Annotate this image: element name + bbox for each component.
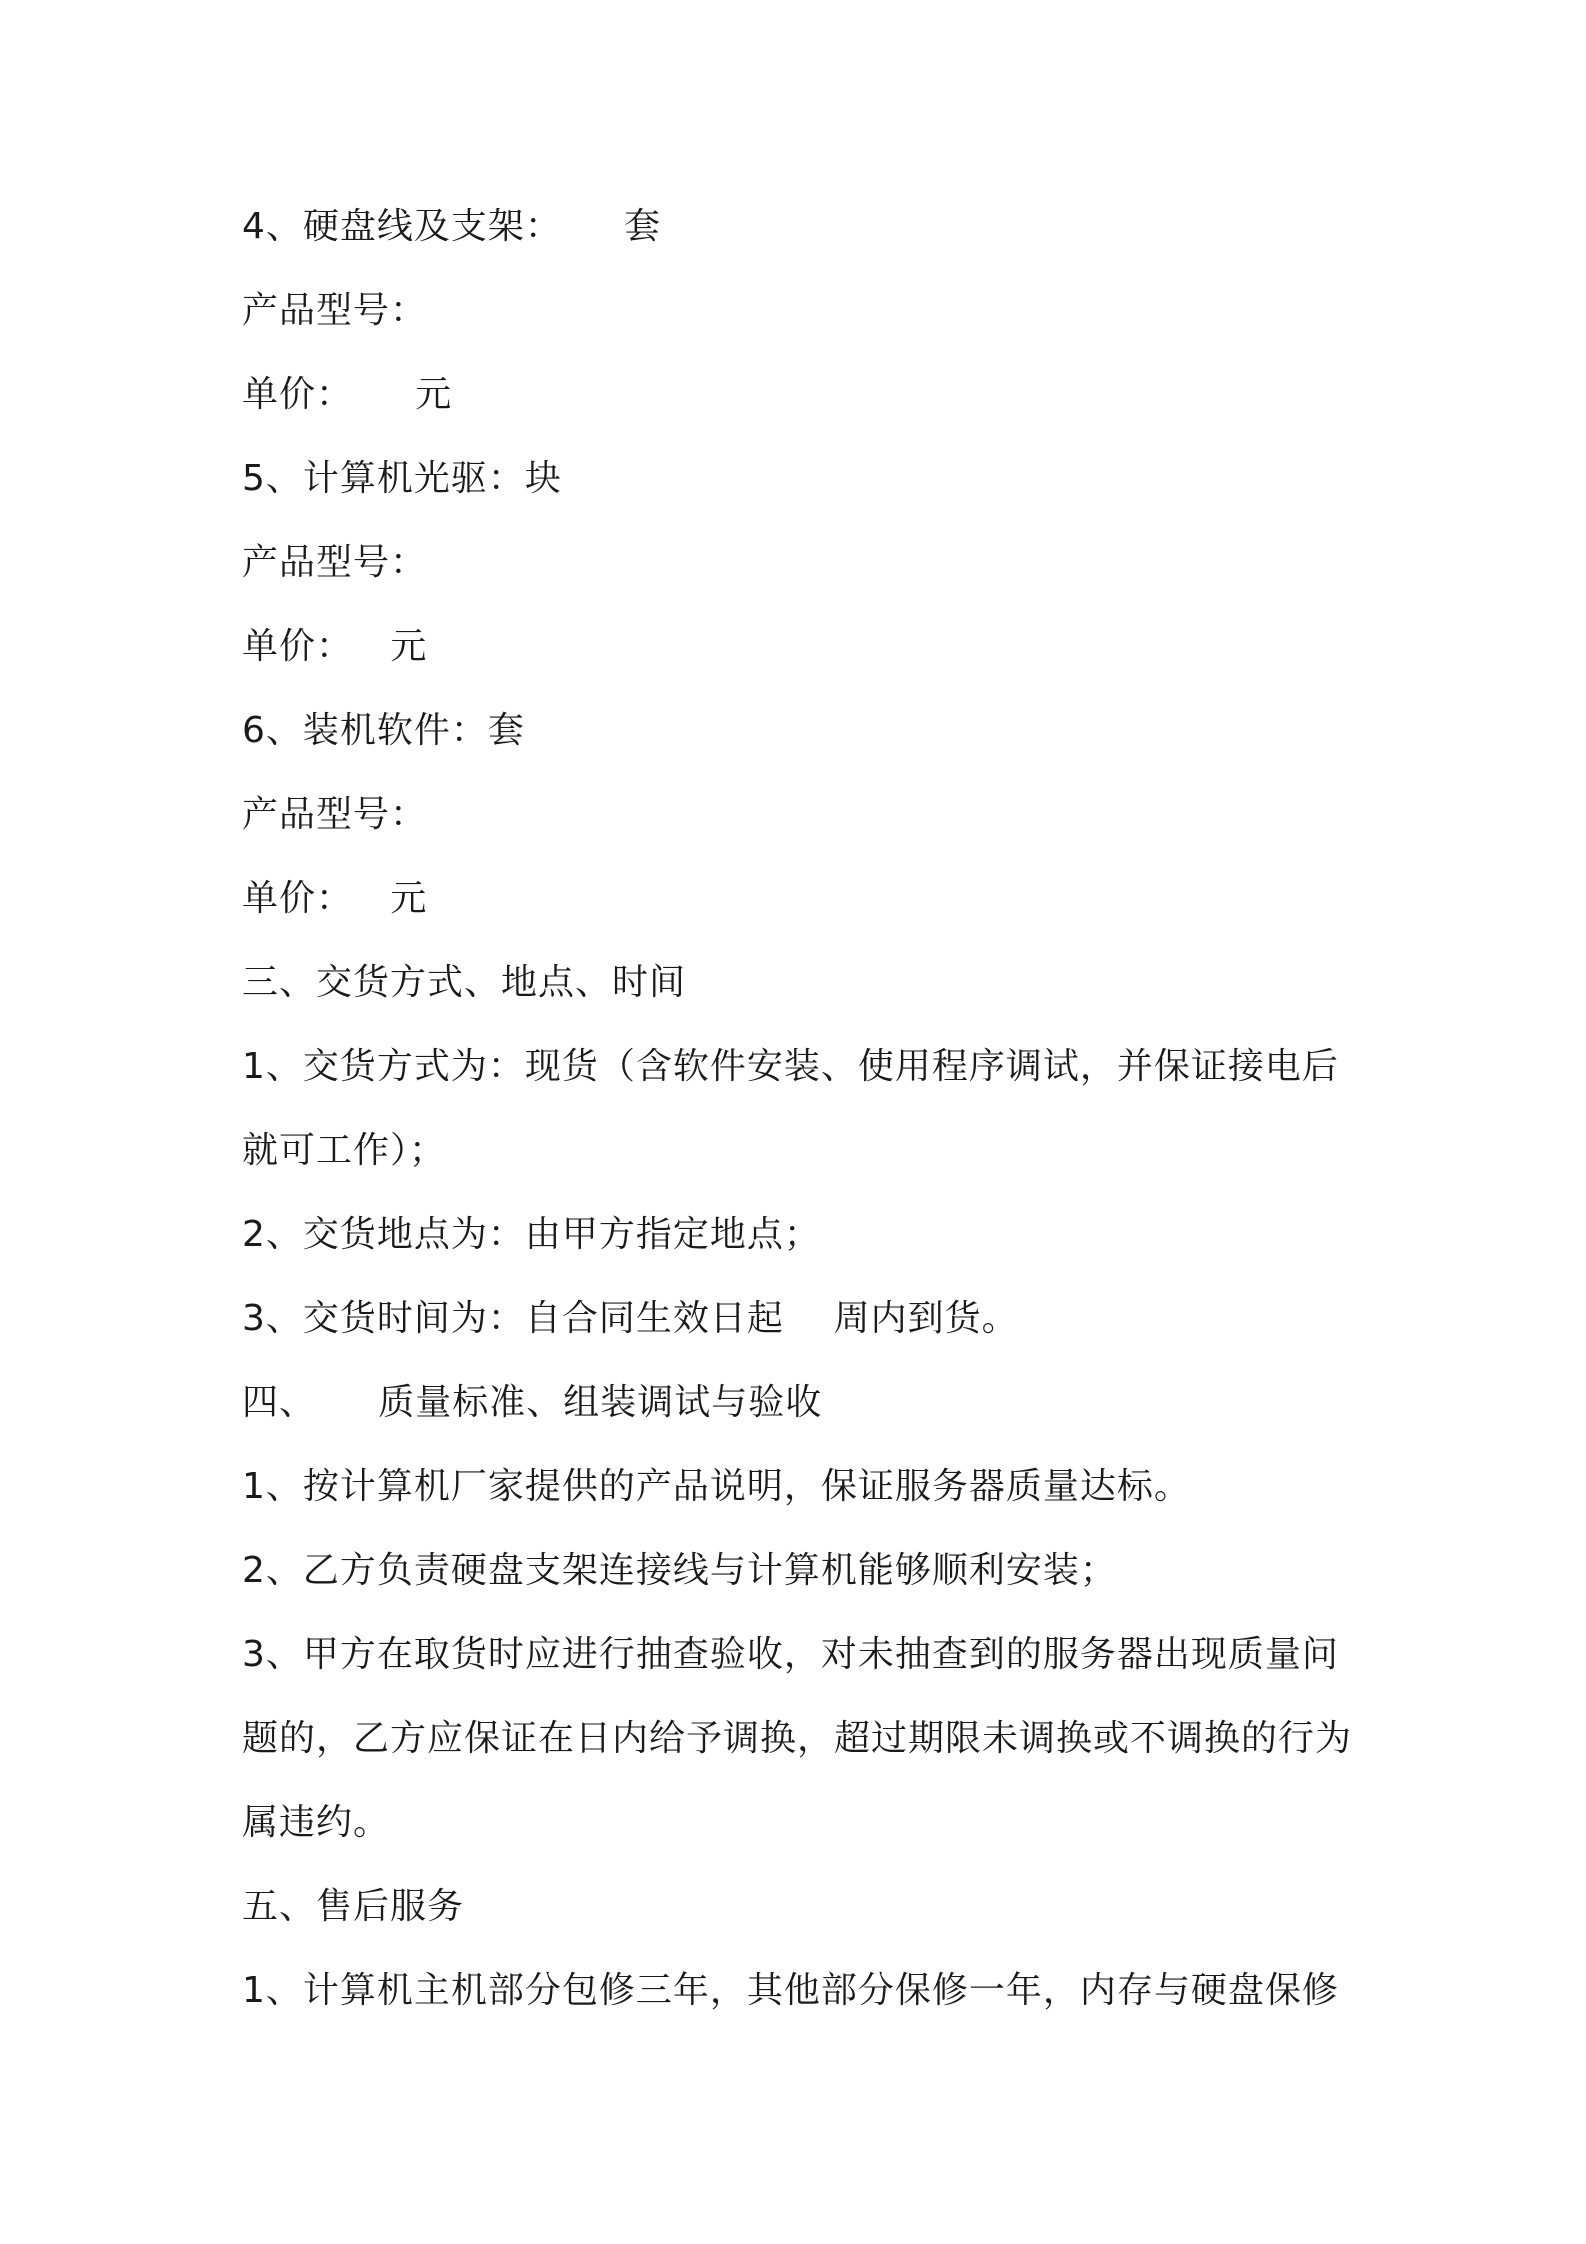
product-model-label: 产品型号： [242, 794, 428, 835]
section-heading-after-sales: 五、售后服务 [242, 1886, 465, 1927]
paragraph-delivery-time: 3、交货时间为：自合同生效日起 周内到货。 [242, 1298, 1019, 1339]
section-heading-quality: 四、 质量标准、组装调试与验收 [242, 1382, 823, 1423]
paragraph-delivery-method-cont: 就可工作）； [242, 1130, 447, 1171]
unit-price-label: 单价： 元 [242, 878, 428, 919]
paragraph-quality-3-cont: 题的，乙方应保证在日内给予调换，超过期限未调换或不调换的行为 [242, 1718, 1353, 1759]
section-heading-delivery: 三、交货方式、地点、时间 [242, 962, 687, 1003]
paragraph-quality-1: 1、按计算机厂家提供的产品说明，保证服务器质量达标。 [242, 1466, 1191, 1507]
paragraph-quality-2: 2、乙方负责硬盘支架连接线与计算机能够顺利安装； [242, 1550, 1117, 1591]
paragraph-delivery-location: 2、交货地点为：由甲方指定地点； [242, 1214, 821, 1255]
unit-price-label: 单价： 元 [242, 374, 453, 415]
unit-price-label: 单价： 元 [242, 626, 428, 667]
paragraph-quality-3-end: 属违约。 [242, 1802, 391, 1843]
product-model-label: 产品型号： [242, 290, 428, 331]
paragraph-after-sales-1: 1、计算机主机部分包修三年，其他部分保修一年，内存与硬盘保修 [242, 1970, 1339, 2011]
item-hard-disk-cable-bracket: 4、硬盘线及支架： 套 [242, 206, 662, 247]
paragraph-delivery-method: 1、交货方式为：现货（含软件安装、使用程序调试，并保证接电后 [242, 1046, 1339, 1087]
item-installation-software: 6、装机软件：套 [242, 710, 525, 751]
item-optical-drive: 5、计算机光驱：块 [242, 458, 562, 499]
paragraph-quality-3: 3、甲方在取货时应进行抽查验收，对未抽查到的服务器出现质量问 [242, 1634, 1339, 1675]
product-model-label: 产品型号： [242, 542, 428, 583]
